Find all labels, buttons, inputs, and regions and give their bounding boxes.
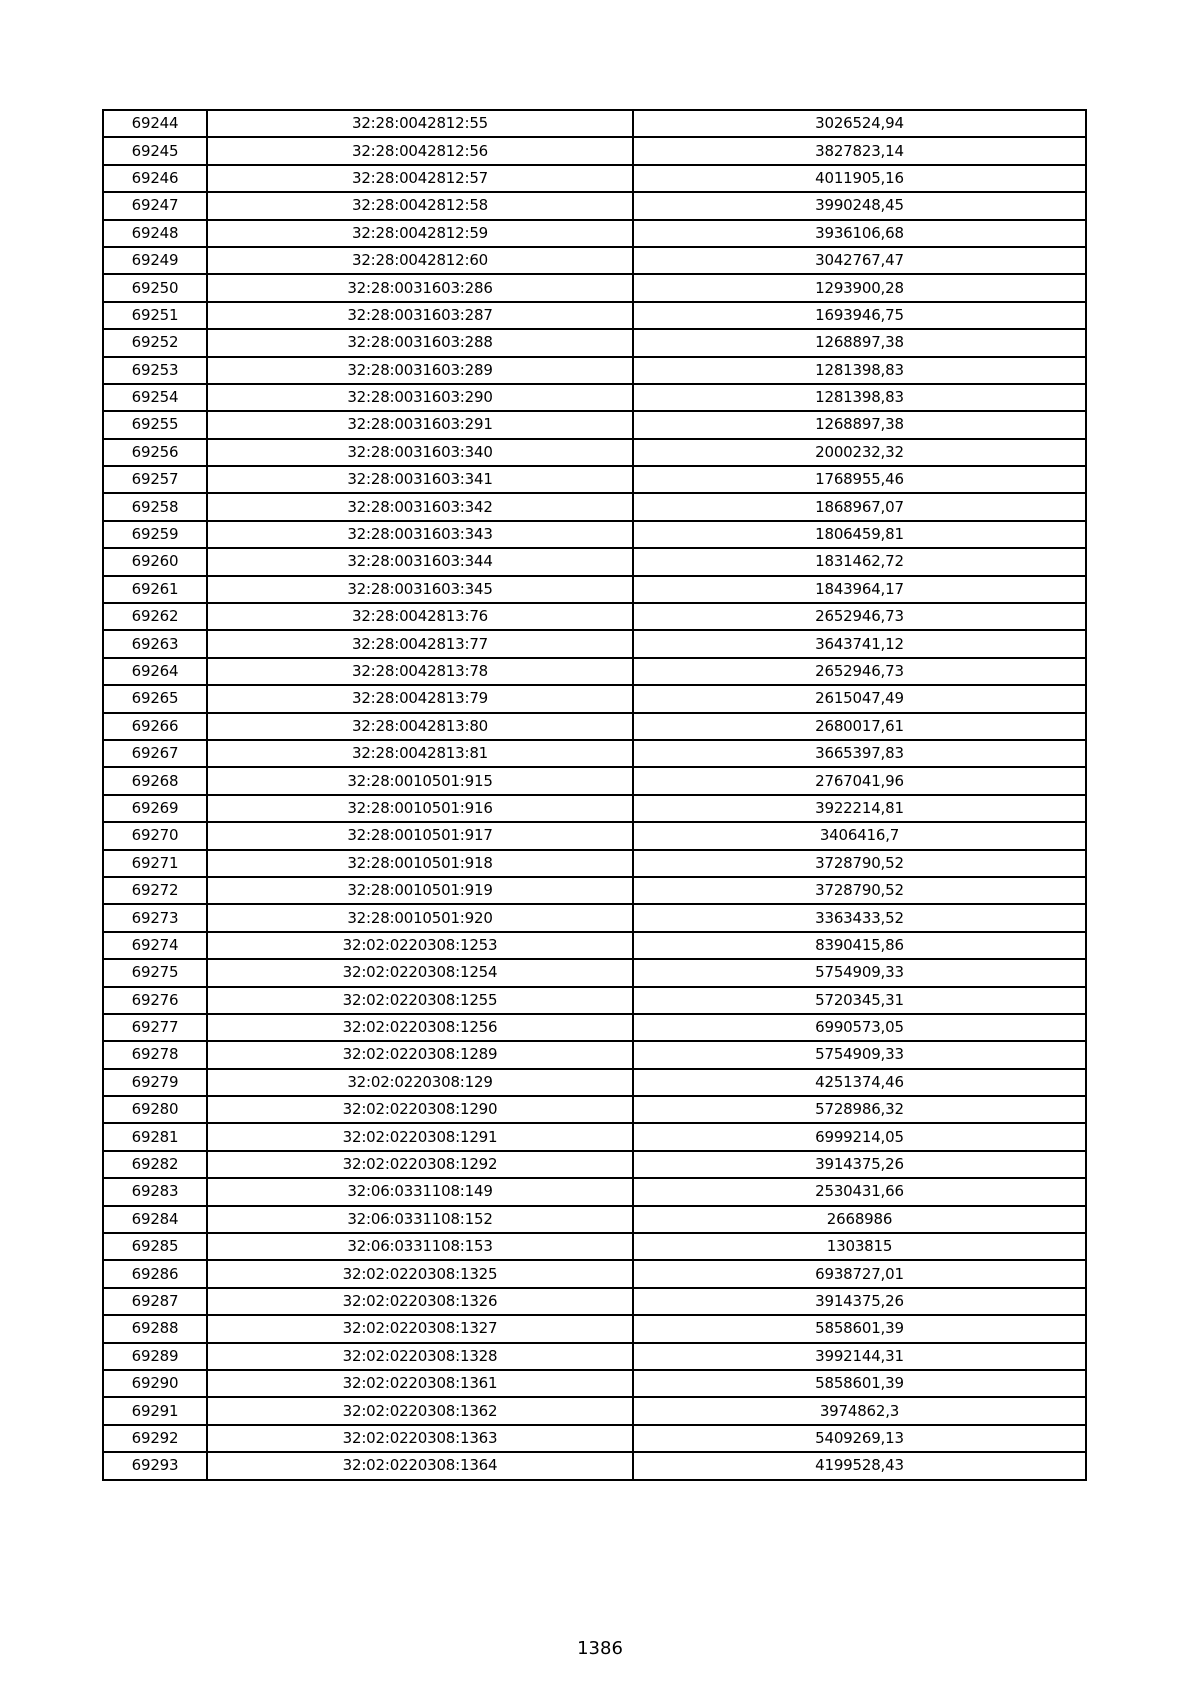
cadastral-number-cell: 32:28:0042813:78 [207,658,633,685]
row-number-cell: 69288 [103,1315,207,1342]
value-cell: 1843964,17 [633,576,1086,603]
cadastral-number-cell: 32:02:0220308:1292 [207,1151,633,1178]
row-number-cell: 69244 [103,110,207,137]
row-number-cell: 69265 [103,685,207,712]
value-cell: 3363433,52 [633,904,1086,931]
cadastral-number-cell: 32:28:0042813:79 [207,685,633,712]
table-row [103,1343,1086,1370]
row-number-cell: 69283 [103,1178,207,1205]
value-cell: 1768955,46 [633,466,1086,493]
row-number-cell: 69279 [103,1069,207,1096]
cadastral-number-cell: 32:02:0220308:1327 [207,1315,633,1342]
table-row [103,987,1086,1014]
row-number-cell: 69255 [103,411,207,438]
value-cell: 4199528,43 [633,1452,1086,1479]
table-row [103,850,1086,877]
table-row [103,1233,1086,1260]
value-cell: 4251374,46 [633,1069,1086,1096]
value-cell: 3914375,26 [633,1151,1086,1178]
row-number-cell: 69260 [103,548,207,575]
registry-table [102,109,1087,1481]
row-number-cell: 69277 [103,1014,207,1041]
row-number-cell: 69263 [103,630,207,657]
table-row [103,795,1086,822]
cadastral-number-cell: 32:02:0220308:1253 [207,932,633,959]
table-row [103,576,1086,603]
cadastral-number-cell: 32:28:0042813:77 [207,630,633,657]
row-number-cell: 69259 [103,521,207,548]
table-row [103,521,1086,548]
row-number-cell: 69249 [103,247,207,274]
value-cell: 5754909,33 [633,959,1086,986]
value-cell: 2652946,73 [633,658,1086,685]
value-cell: 1268897,38 [633,329,1086,356]
table-row [103,932,1086,959]
value-cell: 3406416,7 [633,822,1086,849]
row-number-cell: 69257 [103,466,207,493]
cadastral-number-cell: 32:02:0220308:1328 [207,1343,633,1370]
table-row [103,137,1086,164]
row-number-cell: 69251 [103,302,207,329]
table-row [103,1206,1086,1233]
value-cell: 5754909,33 [633,1041,1086,1068]
cadastral-number-cell: 32:28:0042813:80 [207,713,633,740]
cadastral-number-cell: 32:02:0220308:129 [207,1069,633,1096]
value-cell: 3026524,94 [633,110,1086,137]
table-row [103,384,1086,411]
row-number-cell: 69276 [103,987,207,1014]
table-row [103,220,1086,247]
value-cell: 3922214,81 [633,795,1086,822]
value-cell: 1868967,07 [633,493,1086,520]
value-cell: 1281398,83 [633,384,1086,411]
value-cell: 2530431,66 [633,1178,1086,1205]
table-row [103,1370,1086,1397]
row-number-cell: 69275 [103,959,207,986]
row-number-cell: 69274 [103,932,207,959]
row-number-cell: 69246 [103,165,207,192]
value-cell: 1831462,72 [633,548,1086,575]
cadastral-number-cell: 32:28:0031603:287 [207,302,633,329]
value-cell: 5720345,31 [633,987,1086,1014]
row-number-cell: 69292 [103,1425,207,1452]
row-number-cell: 69264 [103,658,207,685]
cadastral-number-cell: 32:28:0010501:920 [207,904,633,931]
row-number-cell: 69290 [103,1370,207,1397]
value-cell: 3665397,83 [633,740,1086,767]
table-row [103,822,1086,849]
table-row [103,767,1086,794]
table-row [103,411,1086,438]
cadastral-number-cell: 32:28:0031603:290 [207,384,633,411]
row-number-cell: 69287 [103,1288,207,1315]
table-row [103,658,1086,685]
cadastral-number-cell: 32:28:0031603:340 [207,439,633,466]
row-number-cell: 69271 [103,850,207,877]
row-number-cell: 69285 [103,1233,207,1260]
value-cell: 2000232,32 [633,439,1086,466]
table-row [103,740,1086,767]
cadastral-number-cell: 32:28:0010501:916 [207,795,633,822]
row-number-cell: 69254 [103,384,207,411]
row-number-cell: 69280 [103,1096,207,1123]
cadastral-number-cell: 32:28:0031603:291 [207,411,633,438]
value-cell: 1693946,75 [633,302,1086,329]
table-row [103,1014,1086,1041]
cadastral-number-cell: 32:02:0220308:1255 [207,987,633,1014]
value-cell: 6938727,01 [633,1260,1086,1287]
value-cell: 3992144,31 [633,1343,1086,1370]
document-sheet [102,109,1085,1481]
table-row [103,603,1086,630]
table-row [103,877,1086,904]
cadastral-number-cell: 32:02:0220308:1254 [207,959,633,986]
table-row [103,466,1086,493]
value-cell: 5858601,39 [633,1370,1086,1397]
cadastral-number-cell: 32:28:0042812:56 [207,137,633,164]
row-number-cell: 69262 [103,603,207,630]
value-cell: 2615047,49 [633,685,1086,712]
row-number-cell: 69291 [103,1397,207,1424]
cadastral-number-cell: 32:02:0220308:1325 [207,1260,633,1287]
row-number-cell: 69281 [103,1123,207,1150]
cadastral-number-cell: 32:28:0042812:60 [207,247,633,274]
table-row [103,1260,1086,1287]
cadastral-number-cell: 32:02:0220308:1256 [207,1014,633,1041]
value-cell: 1268897,38 [633,411,1086,438]
value-cell: 3914375,26 [633,1288,1086,1315]
value-cell: 6999214,05 [633,1123,1086,1150]
table-row [103,493,1086,520]
cadastral-number-cell: 32:28:0031603:343 [207,521,633,548]
cadastral-number-cell: 32:06:0331108:149 [207,1178,633,1205]
cadastral-number-cell: 32:28:0042813:81 [207,740,633,767]
table-row [103,1425,1086,1452]
cadastral-number-cell: 32:06:0331108:153 [207,1233,633,1260]
value-cell: 5409269,13 [633,1425,1086,1452]
table-row [103,630,1086,657]
row-number-cell: 69278 [103,1041,207,1068]
page-number: 1386 [577,1638,623,1659]
value-cell: 6990573,05 [633,1014,1086,1041]
value-cell: 3643741,12 [633,630,1086,657]
row-number-cell: 69282 [103,1151,207,1178]
value-cell: 2680017,61 [633,713,1086,740]
registry-table-body [103,110,1086,1480]
value-cell: 3974862,3 [633,1397,1086,1424]
table-row [103,1452,1086,1479]
cadastral-number-cell: 32:02:0220308:1361 [207,1370,633,1397]
value-cell: 5728986,32 [633,1096,1086,1123]
row-number-cell: 69253 [103,357,207,384]
table-row [103,904,1086,931]
table-row [103,959,1086,986]
cadastral-number-cell: 32:28:0031603:345 [207,576,633,603]
row-number-cell: 69272 [103,877,207,904]
value-cell: 2652946,73 [633,603,1086,630]
table-row [103,1041,1086,1068]
table-row [103,357,1086,384]
value-cell: 5858601,39 [633,1315,1086,1342]
table-row [103,685,1086,712]
cadastral-number-cell: 32:02:0220308:1362 [207,1397,633,1424]
value-cell: 2668986 [633,1206,1086,1233]
cadastral-number-cell: 32:28:0031603:286 [207,274,633,301]
value-cell: 3936106,68 [633,220,1086,247]
cadastral-number-cell: 32:02:0220308:1326 [207,1288,633,1315]
table-row [103,274,1086,301]
value-cell: 3042767,47 [633,247,1086,274]
value-cell: 3990248,45 [633,192,1086,219]
row-number-cell: 69268 [103,767,207,794]
table-row [103,1069,1086,1096]
cadastral-number-cell: 32:28:0042813:76 [207,603,633,630]
cadastral-number-cell: 32:02:0220308:1291 [207,1123,633,1150]
value-cell: 8390415,86 [633,932,1086,959]
value-cell: 4011905,16 [633,165,1086,192]
cadastral-number-cell: 32:02:0220308:1289 [207,1041,633,1068]
cadastral-number-cell: 32:28:0042812:58 [207,192,633,219]
cadastral-number-cell: 32:02:0220308:1364 [207,1452,633,1479]
cadastral-number-cell: 32:28:0031603:342 [207,493,633,520]
cadastral-number-cell: 32:28:0042812:55 [207,110,633,137]
cadastral-number-cell: 32:28:0031603:341 [207,466,633,493]
row-number-cell: 69273 [103,904,207,931]
table-row [103,548,1086,575]
cadastral-number-cell: 32:06:0331108:152 [207,1206,633,1233]
row-number-cell: 69261 [103,576,207,603]
value-cell: 1281398,83 [633,357,1086,384]
value-cell: 1806459,81 [633,521,1086,548]
table-row [103,329,1086,356]
table-row [103,302,1086,329]
cadastral-number-cell: 32:28:0010501:917 [207,822,633,849]
row-number-cell: 69247 [103,192,207,219]
cadastral-number-cell: 32:28:0042812:59 [207,220,633,247]
cadastral-number-cell: 32:28:0010501:918 [207,850,633,877]
cadastral-number-cell: 32:28:0031603:344 [207,548,633,575]
row-number-cell: 69293 [103,1452,207,1479]
cadastral-number-cell: 32:28:0010501:915 [207,767,633,794]
table-row [103,1288,1086,1315]
row-number-cell: 69250 [103,274,207,301]
value-cell: 1303815 [633,1233,1086,1260]
row-number-cell: 69258 [103,493,207,520]
table-row [103,439,1086,466]
cadastral-number-cell: 32:02:0220308:1363 [207,1425,633,1452]
row-number-cell: 69248 [103,220,207,247]
row-number-cell: 69245 [103,137,207,164]
table-row [103,165,1086,192]
cadastral-number-cell: 32:28:0031603:289 [207,357,633,384]
row-number-cell: 69267 [103,740,207,767]
table-row [103,1397,1086,1424]
cadastral-number-cell: 32:28:0031603:288 [207,329,633,356]
cadastral-number-cell: 32:02:0220308:1290 [207,1096,633,1123]
value-cell: 1293900,28 [633,274,1086,301]
table-row [103,1096,1086,1123]
table-row [103,110,1086,137]
row-number-cell: 69289 [103,1343,207,1370]
value-cell: 2767041,96 [633,767,1086,794]
table-row [103,713,1086,740]
table-row [103,1315,1086,1342]
row-number-cell: 69266 [103,713,207,740]
row-number-cell: 69256 [103,439,207,466]
row-number-cell: 69270 [103,822,207,849]
table-row [103,1151,1086,1178]
table-row [103,1123,1086,1150]
value-cell: 3728790,52 [633,877,1086,904]
table-row [103,192,1086,219]
cadastral-number-cell: 32:28:0010501:919 [207,877,633,904]
table-row [103,247,1086,274]
row-number-cell: 69252 [103,329,207,356]
row-number-cell: 69284 [103,1206,207,1233]
value-cell: 3728790,52 [633,850,1086,877]
value-cell: 3827823,14 [633,137,1086,164]
cadastral-number-cell: 32:28:0042812:57 [207,165,633,192]
table-row [103,1178,1086,1205]
row-number-cell: 69286 [103,1260,207,1287]
row-number-cell: 69269 [103,795,207,822]
